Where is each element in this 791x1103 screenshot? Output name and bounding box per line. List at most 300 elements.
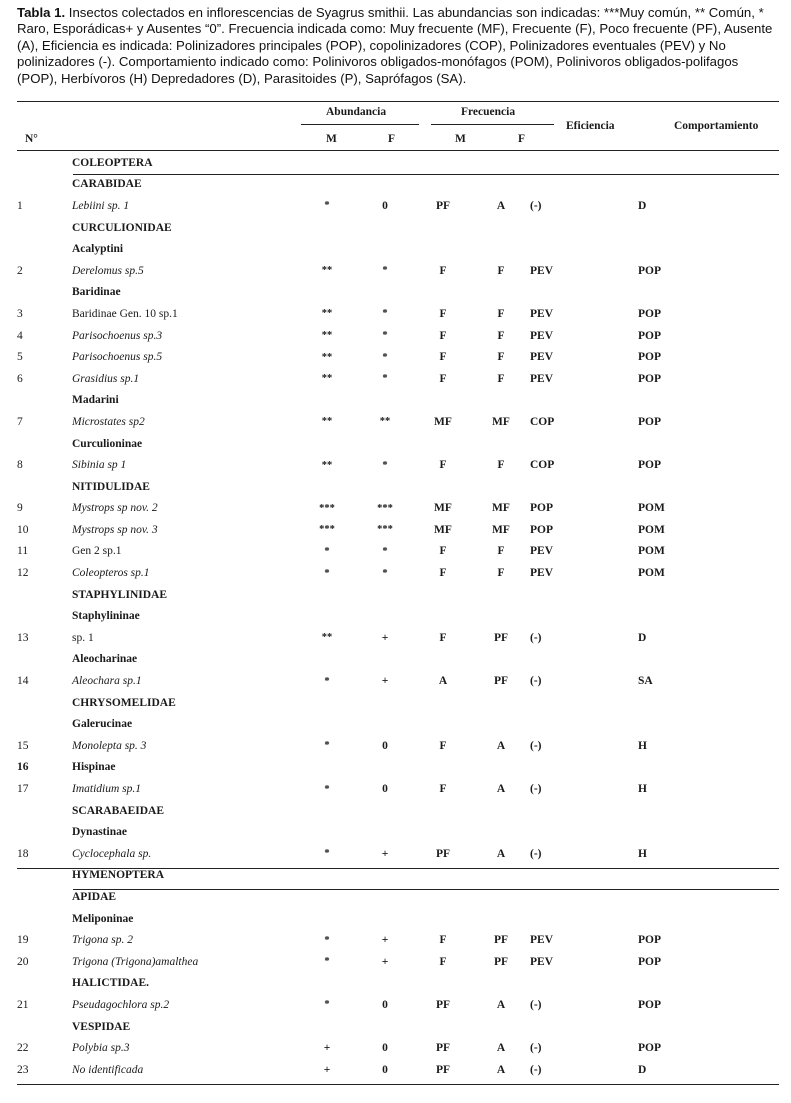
abundance-m xyxy=(298,1016,356,1038)
abundance-f xyxy=(356,433,414,455)
frequency-m: A xyxy=(438,675,448,688)
taxon-name: Mystrops sp nov. 2 xyxy=(72,502,158,515)
efficiency xyxy=(530,217,638,239)
header-frecuencia-f: F xyxy=(518,133,526,145)
row-number xyxy=(17,886,72,908)
efficiency xyxy=(530,865,638,887)
behavior: H xyxy=(638,739,647,752)
frequency-m xyxy=(414,390,472,412)
behavior xyxy=(638,757,779,779)
row-number xyxy=(17,865,72,887)
behavior xyxy=(638,908,779,930)
row-number xyxy=(17,433,72,455)
abundance-f: * xyxy=(382,351,388,363)
efficiency: PEV xyxy=(530,307,553,320)
row-number xyxy=(17,1016,72,1038)
frequency-m xyxy=(414,757,472,779)
abundance-m xyxy=(298,476,356,498)
behavior xyxy=(638,865,779,887)
group-row xyxy=(17,886,779,908)
abundance-f: * xyxy=(382,265,388,277)
frequency-f xyxy=(472,692,530,714)
efficiency: (-) xyxy=(530,739,542,752)
efficiency xyxy=(530,973,638,995)
abundance-m: ** xyxy=(321,632,333,644)
row-number xyxy=(17,821,72,843)
abundance-m xyxy=(298,821,356,843)
frequency-m xyxy=(414,605,472,627)
frequency-m: F xyxy=(439,934,447,947)
taxon-name: Monolepta sp. 3 xyxy=(72,739,147,752)
frequency-f: A xyxy=(496,1042,506,1055)
frequency-f: F xyxy=(497,351,505,364)
table-row xyxy=(17,411,779,433)
abundance-m xyxy=(298,886,356,908)
frequency-m xyxy=(414,174,472,196)
abundance-m: * xyxy=(324,783,330,795)
behavior: H xyxy=(638,783,647,796)
abundance-m xyxy=(298,584,356,606)
abundance-f xyxy=(356,584,414,606)
abundance-m xyxy=(298,713,356,735)
frequency-f xyxy=(472,433,530,455)
efficiency: (-) xyxy=(530,847,542,860)
header-abundancia-m: M xyxy=(326,133,337,145)
taxon-name: Aleocharinae xyxy=(72,653,138,666)
frequency-f: MF xyxy=(492,415,510,428)
behavior: POP xyxy=(638,459,661,472)
frequency-f: F xyxy=(497,459,505,472)
abundance-f: 0 xyxy=(382,199,388,212)
behavior xyxy=(638,1016,779,1038)
row-number: 6 xyxy=(17,372,23,385)
frequency-f: PF xyxy=(493,934,509,947)
group-row xyxy=(17,973,779,995)
efficiency: (-) xyxy=(530,199,542,212)
frequency-m: F xyxy=(439,459,447,472)
table-row xyxy=(17,735,779,757)
behavior: POM xyxy=(638,502,665,515)
frequency-m xyxy=(414,713,472,735)
frequency-f: A xyxy=(496,847,506,860)
abundance-f: * xyxy=(382,545,388,557)
efficiency: (-) xyxy=(530,631,542,644)
abundance-f xyxy=(356,757,414,779)
abundance-m xyxy=(298,605,356,627)
frequency-f xyxy=(472,757,530,779)
abundance-f: 0 xyxy=(382,783,388,796)
abundance-f xyxy=(356,649,414,671)
frequency-f: A xyxy=(496,199,506,212)
frequency-m: PF xyxy=(435,199,451,212)
table-row xyxy=(17,1059,779,1081)
table-row xyxy=(17,368,779,390)
table-row xyxy=(17,454,779,476)
abundance-f xyxy=(356,282,414,304)
efficiency: PEV xyxy=(530,955,553,968)
frequency-f: PF xyxy=(493,955,509,968)
frequency-m xyxy=(414,584,472,606)
row-number: 11 xyxy=(17,545,29,558)
group-row xyxy=(17,605,779,627)
abundance-f: ** xyxy=(379,416,391,428)
abundance-m xyxy=(298,390,356,412)
abundance-f: * xyxy=(382,308,388,320)
abundance-m: + xyxy=(323,1042,331,1055)
frequency-f: PF xyxy=(493,631,509,644)
table-row xyxy=(17,325,779,347)
group-row xyxy=(17,800,779,822)
behavior: POP xyxy=(638,955,661,968)
taxon-name: Derelomus sp.5 xyxy=(72,264,144,277)
taxon-name: HYMENOPTERA xyxy=(72,869,164,882)
header-top-rule xyxy=(17,101,779,102)
taxon-name: CHRYSOMELIDAE xyxy=(72,696,176,709)
frequency-m xyxy=(414,886,472,908)
abundancia-underline xyxy=(301,124,419,125)
taxon-name: HALICTIDAE. xyxy=(72,977,150,990)
frequency-f: F xyxy=(497,307,505,320)
row-number xyxy=(17,476,72,498)
caption-text: Insectos colectados en inflorescencias de Syagrus smithii. Las abundancias son indicadas: ***Muy común, ** Común, * Raro, Esporádicas+ y Ausentes “0”. Frecuencia indicada como: Muy frecuente (MF), Frecuente (F), Poco frecuente (PF), Ausente (A), Eficiencia es indicada: Polinizadores principales (POP), copolinizadores (COP), Polinizadores eventuales (PEV) y No polinizadores (-). Comportamiento indicado como: Polinivoros obligados-monófagos (POM), Polinivoros obligados-polifagos (POP), Herbívoros (H) Depredadores (D), Parasitoides (P), Saprófagos (SA). xyxy=(17,5,773,86)
abundance-f xyxy=(356,886,414,908)
row-number: 21 xyxy=(17,998,29,1011)
efficiency: (-) xyxy=(530,1042,542,1055)
frequency-m xyxy=(414,217,472,239)
behavior xyxy=(638,713,779,735)
frequency-f: F xyxy=(497,545,505,558)
abundance-f xyxy=(356,692,414,714)
table-caption xyxy=(17,5,779,87)
row-number xyxy=(17,973,72,995)
abundance-f: 0 xyxy=(382,1063,388,1076)
row-number: 16 xyxy=(17,761,29,774)
abundance-m xyxy=(298,217,356,239)
behavior: POP xyxy=(638,1042,661,1055)
efficiency xyxy=(530,605,638,627)
taxon-name: Gen 2 sp.1 xyxy=(72,545,122,558)
taxon-name: Meliponinae xyxy=(72,912,134,925)
efficiency: (-) xyxy=(530,998,542,1011)
abundance-f xyxy=(356,390,414,412)
behavior: POM xyxy=(638,545,665,558)
table-row xyxy=(17,195,779,217)
row-number: 12 xyxy=(17,567,29,580)
abundance-m: + xyxy=(323,1063,331,1076)
frequency-m xyxy=(414,282,472,304)
table-row xyxy=(17,627,779,649)
behavior: SA xyxy=(638,675,653,688)
abundance-f: + xyxy=(381,934,389,947)
abundance-m xyxy=(298,692,356,714)
efficiency: PEV xyxy=(530,264,553,277)
frequency-m: MF xyxy=(434,502,452,515)
taxon-name: Aleochara sp.1 xyxy=(72,675,142,688)
table-row xyxy=(17,498,779,520)
abundance-f: 0 xyxy=(382,739,388,752)
efficiency: PEV xyxy=(530,372,553,385)
row-number: 15 xyxy=(17,739,29,752)
behavior: H xyxy=(638,847,647,860)
behavior xyxy=(638,973,779,995)
efficiency xyxy=(530,174,638,196)
header-eficiencia: Eficiencia xyxy=(566,120,615,132)
header-frecuencia: Frecuencia xyxy=(461,106,516,118)
frequency-m: MF xyxy=(434,415,452,428)
behavior xyxy=(638,476,779,498)
frequency-m: F xyxy=(439,329,447,342)
efficiency: PEV xyxy=(530,329,553,342)
frequency-f xyxy=(472,217,530,239)
table-row xyxy=(17,346,779,368)
taxon-name: Trigona (Trigona)amalthea xyxy=(72,955,199,968)
frequency-m xyxy=(414,800,472,822)
taxon-name: Microstates sp2 xyxy=(72,415,145,428)
taxon-name: Polybia sp.3 xyxy=(72,1042,130,1055)
frequency-f: A xyxy=(496,998,506,1011)
group-row xyxy=(17,649,779,671)
header-bottom-rule xyxy=(17,150,779,151)
header-abundancia: Abundancia xyxy=(326,106,387,118)
table-row xyxy=(17,303,779,325)
abundance-m xyxy=(298,433,356,455)
efficiency xyxy=(530,282,638,304)
abundance-m: * xyxy=(324,848,330,860)
taxon-name: Lebiini sp. 1 xyxy=(72,199,130,212)
behavior xyxy=(638,886,779,908)
row-number: 17 xyxy=(17,783,29,796)
frequency-f: A xyxy=(496,739,506,752)
taxon-name: Baridinae xyxy=(72,286,121,299)
row-number: 4 xyxy=(17,329,23,342)
efficiency xyxy=(530,476,638,498)
behavior xyxy=(638,800,779,822)
row-number xyxy=(17,713,72,735)
abundance-f: + xyxy=(381,955,389,968)
row-number xyxy=(17,282,72,304)
group-row xyxy=(17,713,779,735)
table-row xyxy=(17,670,779,692)
abundance-f xyxy=(356,238,414,260)
frequency-m: F xyxy=(439,372,447,385)
behavior: D xyxy=(638,631,647,644)
row-number xyxy=(17,217,72,239)
frequency-f xyxy=(472,605,530,627)
taxon-name: Dynastinae xyxy=(72,826,127,839)
frequency-f: F xyxy=(497,264,505,277)
insect-table xyxy=(17,152,779,1081)
group-row xyxy=(17,584,779,606)
row-number: 2 xyxy=(17,264,23,277)
efficiency xyxy=(530,584,638,606)
abundance-m: *** xyxy=(319,502,335,514)
row-number: 3 xyxy=(17,307,23,320)
group-row xyxy=(17,217,779,239)
abundance-m: * xyxy=(324,999,330,1011)
abundance-m: ** xyxy=(321,308,333,320)
abundance-f xyxy=(356,865,414,887)
behavior xyxy=(638,217,779,239)
table-body xyxy=(17,152,779,1081)
frequency-m xyxy=(414,908,472,930)
frequency-m xyxy=(414,476,472,498)
efficiency: PEV xyxy=(530,934,553,947)
abundance-f: * xyxy=(382,459,388,471)
behavior: D xyxy=(638,1063,647,1076)
row-number xyxy=(17,238,72,260)
group-row xyxy=(17,821,779,843)
taxon-name: sp. 1 xyxy=(72,631,94,644)
table-row xyxy=(17,541,779,563)
row-number: 19 xyxy=(17,934,29,947)
frequency-m: PF xyxy=(435,1042,451,1055)
behavior xyxy=(638,649,779,671)
abundance-m: ** xyxy=(321,459,333,471)
row-number xyxy=(17,174,72,196)
abundance-f: * xyxy=(382,330,388,342)
taxon-name: Grasidius sp.1 xyxy=(72,372,140,385)
abundance-m: ** xyxy=(321,330,333,342)
frequency-f xyxy=(472,649,530,671)
row-number: 1 xyxy=(17,199,23,212)
efficiency: (-) xyxy=(530,1063,542,1076)
row-number: 8 xyxy=(17,459,23,472)
frequency-f: MF xyxy=(492,502,510,515)
frequency-f xyxy=(472,713,530,735)
behavior xyxy=(638,584,779,606)
efficiency: PEV xyxy=(530,567,553,580)
group-row xyxy=(17,152,779,174)
frequency-f xyxy=(472,476,530,498)
abundance-f: 0 xyxy=(382,1042,388,1055)
efficiency: PEV xyxy=(530,351,553,364)
abundance-m: ** xyxy=(321,351,333,363)
abundance-m: * xyxy=(324,200,330,212)
efficiency xyxy=(530,390,638,412)
taxon-name: Mystrops sp nov. 3 xyxy=(72,523,158,536)
frequency-m: PF xyxy=(435,998,451,1011)
taxon-name: Sibinia sp 1 xyxy=(72,459,127,472)
abundance-f xyxy=(356,217,414,239)
row-number: 13 xyxy=(17,631,29,644)
abundance-m: * xyxy=(324,675,330,687)
group-row xyxy=(17,390,779,412)
row-number: 22 xyxy=(17,1042,29,1055)
abundance-m xyxy=(298,174,356,196)
table-row xyxy=(17,951,779,973)
group-row xyxy=(17,174,779,196)
row-number: 18 xyxy=(17,847,29,860)
group-row xyxy=(17,433,779,455)
taxon-name: Trigona sp. 2 xyxy=(72,934,134,947)
behavior xyxy=(638,605,779,627)
frequency-m: F xyxy=(439,307,447,320)
abundance-f xyxy=(356,605,414,627)
frequency-m: F xyxy=(439,351,447,364)
table-row xyxy=(17,1037,779,1059)
row-number: 23 xyxy=(17,1063,29,1076)
abundance-m: * xyxy=(324,545,330,557)
taxon-name: No identificada xyxy=(72,1063,144,1076)
behavior xyxy=(638,282,779,304)
table-row xyxy=(17,562,779,584)
frequency-f xyxy=(472,584,530,606)
behavior xyxy=(638,238,779,260)
taxon-name: Baridinae Gen. 10 sp.1 xyxy=(72,307,178,320)
behavior: POP xyxy=(638,351,661,364)
taxon-name: APIDAE xyxy=(72,890,117,903)
abundance-f xyxy=(356,152,414,174)
row-number xyxy=(17,605,72,627)
frequency-f xyxy=(472,865,530,887)
abundance-m: * xyxy=(324,934,330,946)
taxon-name: SCARABAEIDAE xyxy=(72,804,165,817)
abundance-m: ** xyxy=(321,265,333,277)
abundance-m: ** xyxy=(321,416,333,428)
group-row xyxy=(17,757,779,779)
frequency-f xyxy=(472,238,530,260)
abundance-f xyxy=(356,908,414,930)
frequency-m xyxy=(414,865,472,887)
efficiency: POP xyxy=(530,502,553,515)
frequency-f xyxy=(472,800,530,822)
group-row xyxy=(17,908,779,930)
row-number: 20 xyxy=(17,955,29,968)
table-row xyxy=(17,260,779,282)
efficiency: (-) xyxy=(530,783,542,796)
behavior: POM xyxy=(638,523,665,536)
table-row xyxy=(17,519,779,541)
frequency-f: F xyxy=(497,329,505,342)
table-row xyxy=(17,778,779,800)
abundance-m xyxy=(298,800,356,822)
abundance-f: * xyxy=(382,567,388,579)
behavior: POP xyxy=(638,934,661,947)
efficiency: POP xyxy=(530,523,553,536)
efficiency xyxy=(530,238,638,260)
frecuencia-underline xyxy=(431,124,554,125)
frequency-m: F xyxy=(439,264,447,277)
group-row xyxy=(17,1016,779,1038)
behavior: POP xyxy=(638,998,661,1011)
efficiency: COP xyxy=(530,415,555,428)
abundance-m xyxy=(298,757,356,779)
group-row xyxy=(17,282,779,304)
efficiency xyxy=(530,152,638,174)
taxon-name: Pseudagochlora sp.2 xyxy=(72,998,170,1011)
abundance-m: * xyxy=(324,956,330,968)
abundance-m: *** xyxy=(319,524,335,536)
abundance-f xyxy=(356,174,414,196)
frequency-m: F xyxy=(439,955,447,968)
behavior: POP xyxy=(638,415,661,428)
behavior xyxy=(638,821,779,843)
row-number: 14 xyxy=(17,675,29,688)
efficiency xyxy=(530,713,638,735)
header-abundancia-f: F xyxy=(388,133,396,145)
table-row xyxy=(17,929,779,951)
frequency-f: A xyxy=(496,783,506,796)
row-number: 9 xyxy=(17,502,23,515)
taxon-name: Madarini xyxy=(72,394,119,407)
abundance-f xyxy=(356,821,414,843)
frequency-f xyxy=(472,973,530,995)
caption-label: Tabla 1. xyxy=(17,5,66,20)
efficiency xyxy=(530,821,638,843)
behavior: POP xyxy=(638,329,661,342)
abundance-f xyxy=(356,800,414,822)
efficiency xyxy=(530,433,638,455)
